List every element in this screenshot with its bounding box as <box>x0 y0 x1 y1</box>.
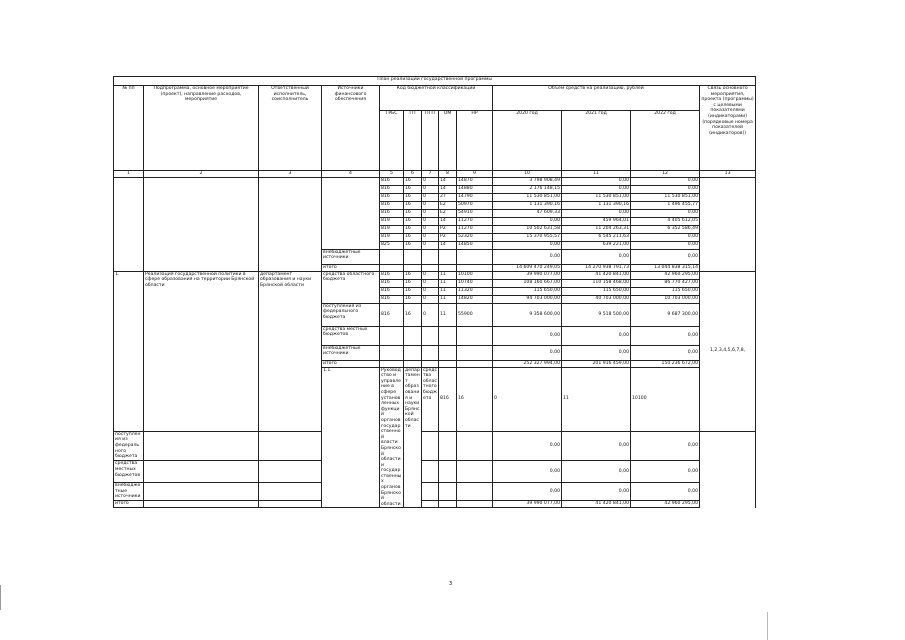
colnum: 4 <box>322 171 380 178</box>
federal-source-label: поступления из федерального бюджета <box>114 431 144 461</box>
value-2021: 9 518 500,00 <box>562 303 631 326</box>
nr-cell: 11320 <box>457 287 493 295</box>
value-2021: 40 703 000,00 <box>562 295 631 303</box>
section-title: Руководство и управление в сфере установленных функций органов государственной власти Брянской области и государственных органов Брянской области <box>380 367 404 508</box>
empty-code-cell <box>380 345 404 360</box>
value-2021: 6 545 211,63 <box>562 233 631 241</box>
scan-edge-mark <box>767 612 768 640</box>
value-2020: 10 502 631,58 <box>493 225 562 233</box>
value-2020: 0,00 <box>493 217 562 225</box>
value-2021: 0,00 <box>562 431 631 461</box>
empty-code-cell <box>439 431 457 461</box>
value-2022: 1 496 455,77 <box>631 201 700 209</box>
colnum: 9 <box>457 171 493 178</box>
pgp-cell: 0 <box>422 217 439 225</box>
extra-source-label: внебюджетные источники <box>322 249 380 264</box>
colnum: 6 <box>404 171 422 178</box>
section-link: 1,2,3,4,5,6,7,8, <box>700 271 756 431</box>
grbs-cell: 816 <box>380 209 404 217</box>
value-2021: 459 964,01 <box>562 217 631 225</box>
value-2020: 47 609,33 <box>493 209 562 217</box>
value-2020: 0,00 <box>493 249 562 264</box>
grbs-cell: 816 <box>380 295 404 303</box>
value-2022: 4 405 612,05 <box>631 217 700 225</box>
empty-code-cell <box>457 501 493 508</box>
colnum: 3 <box>259 171 322 178</box>
value-2020: 11 530 851,00 <box>493 193 562 201</box>
local-source-label: средства местных бюджетов <box>114 461 144 483</box>
pgp-cell: 0 <box>422 271 439 279</box>
empty-code-cell <box>457 431 493 461</box>
grbs-cell: 816 <box>380 279 404 287</box>
col-budget-code-header: Код бюджетной классификации <box>380 86 493 111</box>
empty-code-cell <box>439 360 457 367</box>
nr-cell: 10100 <box>457 271 493 279</box>
empty-code-cell <box>404 345 422 360</box>
value-2022: 0,00 <box>631 241 700 249</box>
col-sources-header: Источники финансового обеспечения <box>322 86 380 171</box>
colnum: 2 <box>144 171 259 178</box>
link-cell <box>700 177 756 271</box>
empty-code-cell <box>144 501 259 508</box>
empty-code-cell <box>439 345 457 360</box>
empty-code-cell <box>404 249 422 264</box>
om-cell: 14 <box>439 217 457 225</box>
pgp-cell: 0 <box>422 193 439 201</box>
empty-code-cell <box>380 264 404 271</box>
value-2022: 86 770 427,00 <box>631 279 700 287</box>
gp-cell: 16 <box>404 241 422 249</box>
empty-code-cell <box>422 431 439 461</box>
gp-cell: 16 <box>404 185 422 193</box>
pgp-cell: 0 <box>422 303 439 326</box>
empty-code-cell <box>422 482 439 500</box>
empty-code-cell <box>439 482 457 500</box>
om-cell: 14 <box>439 185 457 193</box>
empty-code-cell <box>259 482 322 500</box>
empty-code-cell <box>439 326 457 345</box>
section-title: Реализация государственной политики в сфере образования на территории Брянской области <box>144 271 259 431</box>
om-cell: 11 <box>562 367 631 431</box>
value-2022: 9 687 300,00 <box>631 303 700 326</box>
empty-code-cell <box>439 461 457 483</box>
empty-code-cell <box>259 431 322 461</box>
value-2020: 0,00 <box>493 241 562 249</box>
om-cell: 27 <box>439 193 457 201</box>
nr-cell: 50970 <box>457 201 493 209</box>
col-link-header: Связь основного мероприятия, проекта (программы) с целевыми показателями (индикаторами) (порядковые номера показателей (индикаторов)) <box>700 86 756 171</box>
regional-row <box>114 271 756 279</box>
section-executor: департамент образования и науки Брянской области <box>259 271 322 431</box>
regional-source-label: средства областного бюджета <box>422 367 439 431</box>
value-2021: 0,00 <box>562 209 631 217</box>
value-2022: 0,00 <box>631 185 700 193</box>
gp-cell: 16 <box>404 303 422 326</box>
pgp-cell: 0 <box>422 177 439 185</box>
pgp-cell: 0 <box>422 209 439 217</box>
year-2022: 2022 год <box>631 111 700 171</box>
sub-gp: ГП <box>404 111 422 171</box>
om-cell: 11 <box>439 295 457 303</box>
colnum: 10 <box>493 171 562 178</box>
federal-source-label: поступления из федерального бюджета <box>322 303 380 326</box>
pgp-cell: 0 <box>422 185 439 193</box>
empty-code-cell <box>144 461 259 483</box>
empty-code-cell <box>422 249 439 264</box>
sub-pgp: ПГП <box>422 111 439 171</box>
value-2021: 11 204 263,31 <box>562 225 631 233</box>
nr-cell: 10740 <box>457 279 493 287</box>
value-2022: 0,00 <box>631 461 700 483</box>
section-num: 1.1. <box>322 367 380 508</box>
sub-om: ОМ <box>439 111 457 171</box>
empty-code-cell <box>422 345 439 360</box>
grbs-cell: 816 <box>439 367 457 431</box>
empty-code-cell <box>422 461 439 483</box>
om-cell: 11 <box>439 279 457 287</box>
empty-code-cell <box>144 482 259 500</box>
col-num-header: № пп <box>114 86 144 171</box>
empty-code-cell <box>422 360 439 367</box>
extra-source-label: внебюджетные источники <box>114 482 144 500</box>
empty-code-cell <box>144 431 259 461</box>
om-cell: 11 <box>439 271 457 279</box>
value-2021: 41 420 841,00 <box>562 271 631 279</box>
empty-code-cell <box>380 360 404 367</box>
value-2020: 15 370 955,57 <box>493 233 562 241</box>
pgp-cell: 0 <box>422 279 439 287</box>
gp-cell: 16 <box>404 217 422 225</box>
empty-code-cell <box>457 345 493 360</box>
om-cell: P2 <box>439 225 457 233</box>
value-2020: 0,00 <box>493 326 562 345</box>
value-2021: 0,00 <box>562 249 631 264</box>
colnum: 8 <box>439 171 457 178</box>
gp-cell: 16 <box>404 271 422 279</box>
empty-code-cell <box>457 264 493 271</box>
nr-cell: 14880 <box>457 185 493 193</box>
gp-cell: 16 <box>404 209 422 217</box>
empty-code-cell <box>404 264 422 271</box>
pgp-cell: 0 <box>422 233 439 241</box>
nr-cell: 14820 <box>457 295 493 303</box>
total-row <box>114 501 756 508</box>
value-2020: 1 131 390,16 <box>493 201 562 209</box>
col-executor-header: Ответственный исполнитель, соисполнитель <box>259 86 322 171</box>
grbs-cell: 816 <box>380 201 404 209</box>
empty-code-cell <box>439 249 457 264</box>
value-2022: 6 352 586,49 <box>631 225 700 233</box>
empty-code-cell <box>259 501 322 508</box>
value-2022: 42 960 295,00 <box>631 271 700 279</box>
extra-source-label: внебюджетные источники <box>322 345 380 360</box>
colnum: 12 <box>631 171 700 178</box>
om-cell: 14 <box>439 241 457 249</box>
nr-cell: 14870 <box>457 177 493 185</box>
value-2022: 11 530 851,00 <box>631 193 700 201</box>
total-label: итого <box>322 360 380 367</box>
section-executor: департамент образования и науки Брянской области <box>404 367 422 508</box>
sub-nr: НР <box>457 111 493 171</box>
source-cell <box>322 177 380 249</box>
value-2020: 39 990 077,00 <box>493 501 562 508</box>
empty-code-cell <box>380 326 404 345</box>
grbs-cell: 819 <box>380 225 404 233</box>
grbs-cell: 825 <box>380 241 404 249</box>
empty-code-cell <box>380 249 404 264</box>
empty-code-cell <box>439 501 457 508</box>
value-2022: 0,00 <box>631 177 700 185</box>
value-2021: 41 420 841,00 <box>562 501 631 508</box>
value-2021: 0,00 <box>562 185 631 193</box>
nr-cell: 10100 <box>631 367 700 431</box>
empty-code-cell <box>439 264 457 271</box>
page-number: 3 <box>449 581 453 587</box>
grbs-cell: 819 <box>380 233 404 241</box>
total-label: итого <box>114 501 144 508</box>
nr-cell: 52320 <box>457 233 493 241</box>
value-2020: 0,00 <box>493 345 562 360</box>
program-cell <box>144 177 259 271</box>
value-2021: 110 158 468,00 <box>562 279 631 287</box>
colnum: 7 <box>422 171 439 178</box>
gp-cell: 16 <box>404 295 422 303</box>
value-2021: 201 916 459,00 <box>562 360 631 367</box>
empty-code-cell <box>457 461 493 483</box>
value-2020: 252 327 994,00 <box>493 360 562 367</box>
pgp-cell: 0 <box>422 287 439 295</box>
nr-cell: 55900 <box>457 303 493 326</box>
gp-cell: 16 <box>404 177 422 185</box>
regional-source-label: средства областного бюджета <box>322 271 380 303</box>
value-2020: 115 650,00 <box>493 287 562 295</box>
om-cell: 14 <box>439 177 457 185</box>
value-2020: 9 358 600,00 <box>493 303 562 326</box>
grbs-cell: 816 <box>380 193 404 201</box>
value-2022: 0,00 <box>631 482 700 500</box>
empty-code-cell <box>259 461 322 483</box>
code-row <box>114 177 756 185</box>
federal-row <box>114 431 756 461</box>
colnum: 5 <box>380 171 404 178</box>
nr-cell: 14790 <box>457 193 493 201</box>
gp-cell: 16 <box>404 193 422 201</box>
om-cell: 11 <box>439 303 457 326</box>
empty-code-cell <box>457 326 493 345</box>
value-2022: 0,00 <box>631 326 700 345</box>
om-cell: 11 <box>439 287 457 295</box>
value-2020: 0,00 <box>493 482 562 500</box>
empty-code-cell <box>457 249 493 264</box>
year-2020: 2020 год <box>493 111 562 171</box>
sub-grbs: ГРБС <box>380 111 404 171</box>
empty-code-cell <box>404 360 422 367</box>
value-2021: 0,00 <box>562 345 631 360</box>
nr-cell: 11270 <box>457 217 493 225</box>
empty-code-cell <box>422 501 439 508</box>
budget-plan-table <box>113 76 756 508</box>
value-2020: 0,00 <box>493 431 562 461</box>
pgp-cell: 0 <box>422 295 439 303</box>
value-2020: 0,00 <box>493 461 562 483</box>
value-2022: 0,00 <box>631 233 700 241</box>
om-cell: P2 <box>439 233 457 241</box>
nr-cell: 14850 <box>457 241 493 249</box>
gp-cell: 16 <box>404 233 422 241</box>
local-source-label: средства местных бюджетов <box>322 326 380 345</box>
grbs-cell: 816 <box>380 177 404 185</box>
grbs-cell: 819 <box>380 217 404 225</box>
year-2021: 2021 год <box>562 111 631 171</box>
empty-code-cell <box>457 360 493 367</box>
value-2021: 0,00 <box>562 482 631 500</box>
value-2020: 14 609 470 249,05 <box>493 264 562 271</box>
grbs-cell: 816 <box>380 303 404 326</box>
pgp-cell: 0 <box>422 201 439 209</box>
value-2020: 3 798 908,49 <box>493 177 562 185</box>
value-2021: 14 270 938 791,73 <box>562 264 631 271</box>
value-2021: 11 530 851,00 <box>562 193 631 201</box>
value-2022: 150 236 672,00 <box>631 360 700 367</box>
gp-cell: 16 <box>404 201 422 209</box>
section-num: 1. <box>114 271 144 431</box>
value-2021: 115 650,00 <box>562 287 631 295</box>
scan-edge-mark <box>0 585 1 610</box>
nr-cell: 11270 <box>457 225 493 233</box>
gp-cell: 16 <box>404 225 422 233</box>
pgp-cell: 0 <box>493 367 562 431</box>
num-cell <box>114 177 144 271</box>
value-2020: 39 990 077,00 <box>493 271 562 279</box>
value-2022: 10 703 000,00 <box>631 295 700 303</box>
value-2022: 13 044 838 315,14 <box>631 264 700 271</box>
gp-cell: 16 <box>404 279 422 287</box>
pgp-cell: 0 <box>422 225 439 233</box>
local-row <box>114 461 756 483</box>
grbs-cell: 816 <box>380 287 404 295</box>
value-2020: 94 703 000,00 <box>493 295 562 303</box>
empty-code-cell <box>457 482 493 500</box>
value-2021: 0,00 <box>562 177 631 185</box>
colnum: 11 <box>562 171 631 178</box>
grbs-cell: 816 <box>380 185 404 193</box>
nr-cell: 54910 <box>457 209 493 217</box>
executor-cell <box>259 177 322 271</box>
value-2022: 0,00 <box>631 431 700 461</box>
gp-cell: 16 <box>404 287 422 295</box>
value-2021: 0,00 <box>562 326 631 345</box>
total-label: итого <box>322 264 380 271</box>
column-numbers-row <box>114 171 756 178</box>
empty-code-cell <box>404 326 422 345</box>
value-2020: 108 160 667,00 <box>493 279 562 287</box>
value-2021: 1 131 390,16 <box>562 201 631 209</box>
table-title: План реализации государственной программы <box>114 77 756 86</box>
value-2021: 0,00 <box>562 461 631 483</box>
value-2020: 2 176 148,15 <box>493 185 562 193</box>
pgp-cell: 0 <box>422 241 439 249</box>
value-2022: 115 650,00 <box>631 287 700 295</box>
col-volume-header: Объем средств на реализацию, рублей <box>493 86 700 111</box>
value-2022: 0,00 <box>631 209 700 217</box>
empty-code-cell <box>422 326 439 345</box>
om-cell: E2 <box>439 209 457 217</box>
grbs-cell: 816 <box>380 271 404 279</box>
extra-source-row <box>114 482 756 500</box>
colnum: 13 <box>700 171 756 178</box>
value-2022: 42 960 295,00 <box>631 501 700 508</box>
gp-cell: 16 <box>457 367 493 431</box>
value-2022: 0,00 <box>631 249 700 264</box>
col-program-header: Подпрограмма, основное мероприятие (проект), направление расходов, мероприятие <box>144 86 259 171</box>
om-cell: E2 <box>439 201 457 209</box>
value-2021: 639 221,00 <box>562 241 631 249</box>
empty-code-cell <box>422 264 439 271</box>
value-2022: 0,00 <box>631 345 700 360</box>
colnum: 1 <box>114 171 144 178</box>
